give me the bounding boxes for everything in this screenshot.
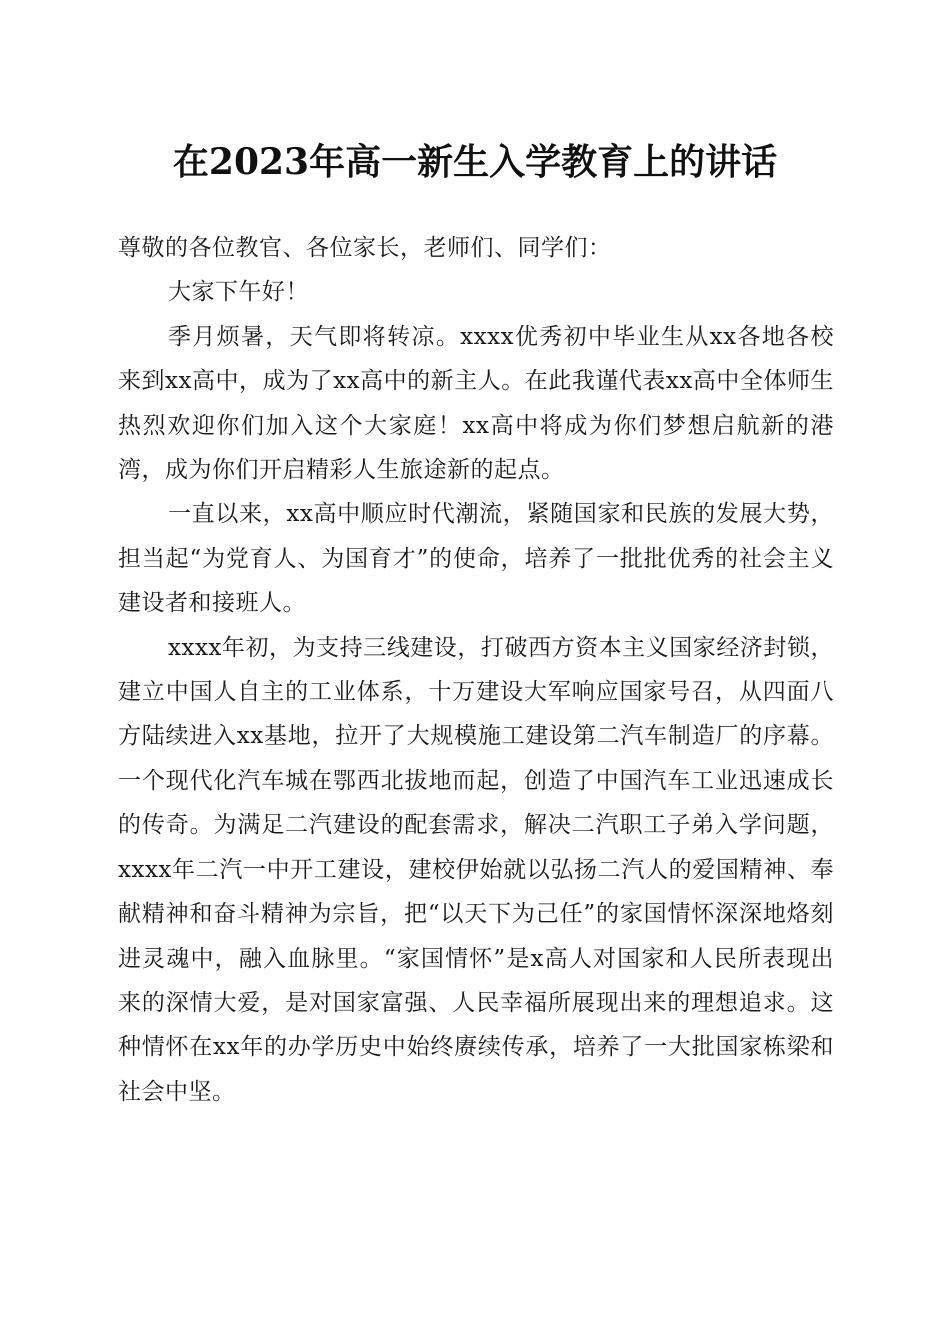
salutation: 尊敬的各位教官、各位家长，老师们、同学们： [118, 235, 612, 261]
paragraph-greeting: 大家下午好！ [168, 279, 309, 306]
paragraph-school-history: xxxx年初，为支持三线建设，打破西方资本主义国家经济封锁，建立中国人自主的工业体系，十万建设大军响应国家号召，从四面八方陆续进入xx基地，拉开了大规模施工建设第二汽车制造厂的序幕。一个现代化汽车城在鄂西北拔地而起，创造了中国汽车工业迅速成长的传奇。为满足二汽建设的配套需求，解决二汽职工子弟入学问题，xxxx年二汽一中开工建设，建校伊始就以弘扬二汽人的爱国精神、奉献精神和奋斗精神为宗旨，把“以天下为己任”的家国情怀深深地烙刻进灵魂中，融入血脉里。“家国情怀”是x高人对国家和人民所表现出来的深情大爱，是对国家富强、人民幸福所展现出来的理想追求。这种情怀在xx年的办学历史中始终赓续传承，培养了一大批国家栋梁和社会中坚。 [118, 634, 834, 1105]
document-title: 在2023年高一新生入学教育上的讲话 [172, 141, 778, 183]
paragraph-welcome: 季月烦暑，天气即将转凉。xxxx优秀初中毕业生从xx各地各校来到xx高中，成为了xx高中的新主人。在此我谨代表xx高中全体师生热烈欢迎你们加入这个大家庭！xx高中将成为你们梦想启航新的港湾，成为你们开启精彩人生旅途新的起点。 [118, 323, 834, 484]
paragraph-school-mission: 一直以来，xx高中顺应时代潮流，紧随国家和民族的发展大势，担当起“为党育人、为国育才”的使命，培养了一批批优秀的社会主义建设者和接班人。 [118, 501, 834, 617]
document-body [118, 226, 834, 1114]
